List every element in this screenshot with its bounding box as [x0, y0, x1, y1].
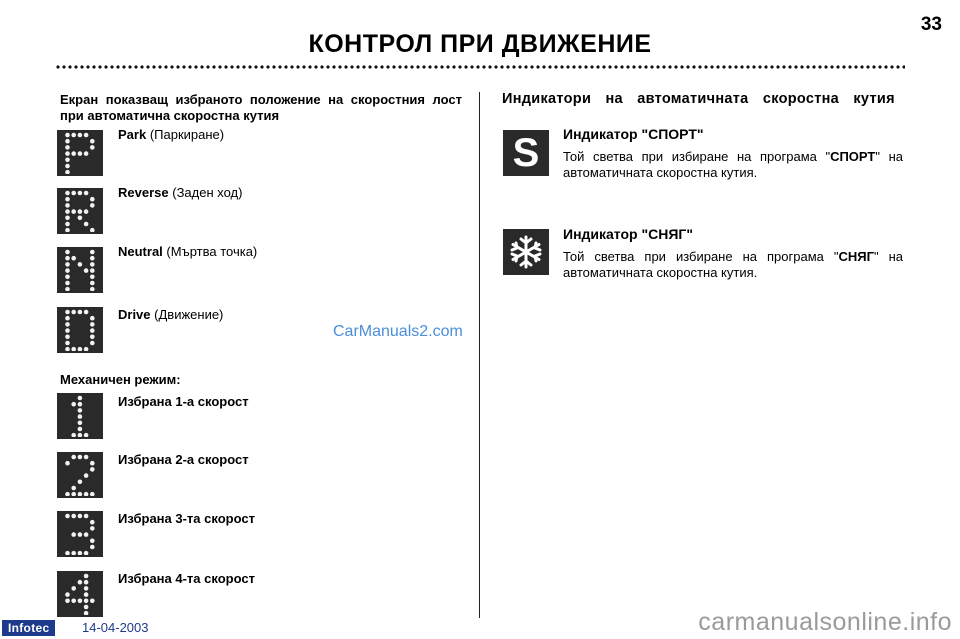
matrix-dot	[65, 222, 70, 227]
sport-glyph: S	[512, 131, 540, 175]
matrix-dot	[84, 599, 89, 604]
matrix-dot	[65, 170, 70, 174]
matrix-dot	[90, 228, 95, 232]
matrix-dot	[84, 268, 89, 273]
matrix-dot	[65, 197, 70, 202]
matrix-dot	[71, 133, 76, 138]
matrix-dot	[84, 492, 89, 496]
matrix-dot	[90, 275, 95, 280]
matrix-dot	[65, 216, 70, 221]
matrix-dot	[65, 164, 70, 169]
matrix-dot	[65, 250, 70, 255]
matrix-dot	[90, 467, 95, 472]
matrix-dot	[71, 455, 76, 460]
dot-matrix-glyph	[63, 573, 97, 615]
matrix-dot	[90, 145, 95, 150]
position-neutral	[118, 244, 257, 260]
matrix-dot	[90, 281, 95, 286]
footer-date: 14-04-2003	[82, 620, 149, 635]
gear-3-label	[118, 511, 255, 527]
dot-matrix-glyph	[63, 454, 97, 496]
matrix-dot	[65, 592, 70, 597]
dot-matrix-glyph	[63, 249, 97, 291]
matrix-dot	[65, 256, 70, 261]
matrix-dot	[71, 347, 76, 351]
matrix-dot	[65, 203, 70, 208]
matrix-dot	[65, 158, 70, 163]
sport-indicator	[503, 130, 549, 176]
matrix-dot	[65, 335, 70, 340]
matrix-dot	[78, 514, 83, 519]
dot-matrix-glyph	[63, 190, 97, 232]
matrix-dot	[78, 492, 83, 496]
matrix-dot	[71, 310, 76, 315]
matrix-dot	[65, 514, 70, 519]
matrix-dot	[65, 133, 70, 138]
gear-label-text: Избрана 2-а скорост	[118, 452, 249, 467]
matrix-dot	[65, 287, 70, 291]
matrix-dot	[90, 545, 95, 550]
matrix-dot	[78, 151, 83, 156]
matrix-dot	[78, 421, 83, 426]
matrix-dot	[84, 222, 89, 227]
desc-program: СНЯГ	[838, 249, 874, 264]
display-n	[57, 247, 103, 293]
matrix-dot	[78, 580, 83, 585]
matrix-dot	[78, 310, 83, 315]
matrix-dot	[78, 402, 83, 407]
column-divider	[479, 92, 480, 618]
matrix-dot	[65, 328, 70, 333]
matrix-dot	[84, 580, 89, 585]
matrix-dot	[90, 341, 95, 346]
gear-1-label	[118, 394, 249, 410]
matrix-dot	[65, 209, 70, 214]
matrix-dot	[84, 133, 89, 138]
footer-site: carmanualsonline.info	[698, 608, 952, 636]
matrix-dot	[65, 551, 70, 555]
position-desc: (Мъртва точка)	[166, 244, 258, 259]
gear-label-text: Избрана 4-та скорост	[118, 571, 255, 586]
matrix-dot	[90, 197, 95, 202]
matrix-dot	[84, 611, 89, 615]
matrix-dot	[90, 203, 95, 208]
matrix-dot	[71, 151, 76, 156]
matrix-dot	[71, 492, 76, 496]
display-4	[57, 571, 103, 617]
matrix-dot	[71, 586, 76, 591]
matrix-dot	[71, 532, 76, 537]
display-p	[57, 130, 103, 176]
matrix-dot	[90, 526, 95, 531]
matrix-dot	[65, 262, 70, 267]
matrix-dot	[90, 539, 95, 544]
gear-label-text: Избрана 3-та скорост	[118, 511, 255, 526]
matrix-dot	[84, 310, 89, 315]
matrix-dot	[78, 347, 83, 351]
dot-matrix-glyph	[63, 395, 97, 437]
matrix-dot	[78, 551, 83, 555]
matrix-dot	[71, 551, 76, 555]
matrix-dot	[78, 396, 83, 401]
display-3	[57, 511, 103, 557]
matrix-dot	[65, 281, 70, 286]
matrix-dot	[78, 427, 83, 432]
matrix-dot	[84, 605, 89, 610]
matrix-dot	[90, 520, 95, 525]
display-r	[57, 188, 103, 234]
position-drive	[118, 307, 223, 323]
dot-matrix-glyph	[63, 513, 97, 555]
matrix-dot	[84, 574, 89, 579]
matrix-dot	[78, 532, 83, 537]
matrix-dot	[71, 209, 76, 214]
display-1	[57, 393, 103, 439]
matrix-dot	[90, 287, 95, 291]
matrix-dot	[84, 551, 89, 555]
manual-mode-heading: Механичен режим:	[60, 372, 181, 387]
matrix-dot	[65, 341, 70, 346]
position-reverse	[118, 185, 242, 201]
matrix-dot	[84, 191, 89, 196]
matrix-dot	[65, 268, 70, 273]
matrix-dot	[65, 228, 70, 232]
matrix-dot	[90, 461, 95, 466]
matrix-dot	[71, 486, 76, 491]
matrix-dot	[90, 316, 95, 321]
desc-part: " на автоматичната скоростна кутия.	[563, 249, 904, 280]
matrix-dot	[78, 216, 83, 221]
snowflake-icon	[508, 234, 544, 270]
matrix-dot	[84, 433, 89, 437]
matrix-dot	[65, 322, 70, 327]
matrix-dot	[65, 492, 70, 496]
snow-desc	[563, 249, 903, 281]
matrix-dot	[84, 151, 89, 156]
matrix-dot	[90, 262, 95, 267]
watermark: CarManuals2.com	[333, 323, 463, 340]
page-title: КОНТРОЛ ПРИ ДВИЖЕНИЕ	[308, 30, 652, 58]
snow-indicator	[503, 229, 549, 275]
matrix-dot	[78, 414, 83, 419]
matrix-dot	[71, 256, 76, 261]
snow-title: Индикатор "СНЯГ"	[563, 226, 693, 242]
display-2	[57, 452, 103, 498]
matrix-dot	[78, 480, 83, 485]
matrix-dot	[71, 514, 76, 519]
desc-program: СПОРТ	[830, 149, 876, 164]
matrix-dot	[71, 402, 76, 407]
position-desc: (Паркиране)	[149, 127, 225, 142]
infotec-logo: Infotec	[2, 620, 55, 636]
display-d	[57, 307, 103, 353]
matrix-dot	[78, 433, 83, 437]
position-desc: (Движение)	[154, 307, 224, 322]
matrix-dot	[71, 599, 76, 604]
desc-part: Той светва при избиране на програма "	[563, 249, 839, 264]
position-name: Neutral	[118, 244, 163, 259]
matrix-dot	[78, 408, 83, 413]
page-number: 33	[920, 14, 942, 35]
matrix-dot	[65, 599, 70, 604]
matrix-dot	[84, 473, 89, 478]
matrix-dot	[78, 262, 83, 267]
matrix-dot	[65, 191, 70, 196]
matrix-dot	[84, 592, 89, 597]
matrix-dot	[78, 455, 83, 460]
matrix-dot	[84, 209, 89, 214]
matrix-dot	[65, 461, 70, 466]
matrix-dot	[90, 328, 95, 333]
matrix-dot	[78, 133, 83, 138]
matrix-dot	[78, 209, 83, 214]
matrix-dot	[78, 599, 83, 604]
position-park	[118, 127, 224, 143]
matrix-dot	[90, 322, 95, 327]
sport-desc	[563, 149, 903, 181]
dot-matrix-glyph	[63, 309, 97, 351]
gear-4-label	[118, 571, 255, 587]
matrix-dot	[90, 268, 95, 273]
matrix-dot	[84, 455, 89, 460]
dotted-divider	[55, 65, 905, 69]
matrix-dot	[84, 586, 89, 591]
matrix-dot	[78, 191, 83, 196]
matrix-dot	[84, 532, 89, 537]
matrix-dot	[65, 347, 70, 351]
matrix-dot	[90, 250, 95, 255]
matrix-dot	[90, 139, 95, 144]
position-name: Park	[118, 127, 147, 142]
desc-part: " на автоматичната скоростна кутия.	[563, 149, 903, 180]
gear-2-label	[118, 452, 249, 468]
dot-matrix-glyph	[63, 132, 97, 174]
gear-label-text: Избрана 1-а скорост	[118, 394, 249, 409]
matrix-dot	[65, 151, 70, 156]
position-name: Drive	[118, 307, 151, 322]
matrix-dot	[65, 275, 70, 280]
matrix-dot	[84, 347, 89, 351]
matrix-dot	[84, 514, 89, 519]
desc-part: Той светва при избиране на програма "	[563, 149, 831, 164]
indicators-heading: Индикатори на автоматичната скоростна кутия	[502, 91, 895, 107]
matrix-dot	[65, 145, 70, 150]
sport-title: Индикатор "СПОРТ"	[563, 126, 704, 142]
matrix-dot	[65, 316, 70, 321]
matrix-dot	[90, 492, 95, 496]
matrix-dot	[65, 139, 70, 144]
matrix-dot	[71, 191, 76, 196]
matrix-dot	[90, 256, 95, 261]
position-name: Reverse	[118, 185, 169, 200]
position-desc: (Заден ход)	[172, 185, 243, 200]
matrix-dot	[71, 433, 76, 437]
matrix-dot	[65, 310, 70, 315]
matrix-dot	[90, 335, 95, 340]
matrix-dot	[90, 599, 95, 604]
display-section-heading: Екран показващ избраното положение на скоростния лост при автоматична скоростна кутия	[60, 92, 462, 123]
